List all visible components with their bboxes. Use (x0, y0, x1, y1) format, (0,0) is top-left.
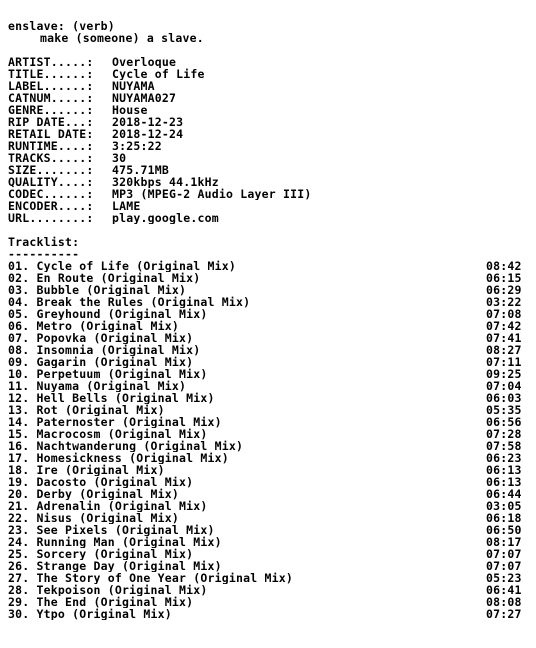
info-value: 475.71MB (112, 164, 169, 176)
track-title: Nuyama (Original Mix) (36, 380, 187, 392)
info-key: LABEL......: (8, 80, 94, 92)
track-title: See Pixels (Original Mix) (36, 524, 215, 536)
spacer (8, 224, 528, 236)
track-row (8, 452, 528, 464)
track-duration: 06:15 (486, 272, 522, 284)
track-number: 28. (8, 584, 30, 596)
tracklist (8, 260, 528, 620)
tracklist-rule: ---------- (8, 248, 80, 260)
track-number: 02. (8, 272, 30, 284)
track-duration: 06:44 (486, 488, 522, 500)
track-row (8, 368, 528, 380)
info-row (8, 128, 528, 140)
info-value: Overloque (112, 56, 177, 68)
track-number: 29. (8, 596, 30, 608)
info-key: CATNUM.....: (8, 92, 94, 104)
track-row (8, 500, 528, 512)
info-row (8, 152, 528, 164)
info-value: House (112, 104, 148, 116)
track-number: 09. (8, 356, 30, 368)
track-number: 16. (8, 440, 30, 452)
track-row (8, 608, 528, 620)
track-duration: 06:13 (486, 476, 522, 488)
track-row (8, 272, 528, 284)
track-title: En Route (Original Mix) (36, 272, 201, 284)
track-row (8, 296, 528, 308)
track-title: Gagarin (Original Mix) (36, 356, 194, 368)
track-duration: 05:23 (486, 572, 522, 584)
track-title: Greyhound (Original Mix) (36, 308, 208, 320)
track-number: 30. (8, 608, 30, 620)
track-row (8, 548, 528, 560)
track-row (8, 308, 528, 320)
track-number: 07. (8, 332, 30, 344)
track-number: 08. (8, 344, 30, 356)
info-key: ARTIST.....: (8, 56, 94, 68)
info-key: TRACKS.....: (8, 152, 94, 164)
release-info (8, 56, 528, 224)
info-key: RIP DATE...: (8, 116, 94, 128)
track-number: 20. (8, 488, 30, 500)
track-row (8, 428, 528, 440)
track-duration: 07:27 (486, 608, 522, 620)
info-key: TITLE......: (8, 68, 94, 80)
track-duration: 07:58 (486, 440, 522, 452)
track-row (8, 596, 528, 608)
track-row (8, 416, 528, 428)
track-title: The Story of One Year (Original Mix) (36, 572, 293, 584)
track-title: Strange Day (Original Mix) (36, 560, 222, 572)
track-title: Macrocosm (Original Mix) (36, 428, 208, 440)
info-row (8, 164, 528, 176)
track-row (8, 476, 528, 488)
track-title: Bubble (Original Mix) (36, 284, 187, 296)
info-value: 3:25:22 (112, 140, 162, 152)
track-title: Derby (Original Mix) (36, 488, 179, 500)
track-duration: 08:27 (486, 344, 522, 356)
track-number: 03. (8, 284, 30, 296)
track-title: Nisus (Original Mix) (36, 512, 179, 524)
track-duration: 07:42 (486, 320, 522, 332)
tracklist-heading: Tracklist: (8, 236, 80, 248)
track-row (8, 356, 528, 368)
info-key: GENRE......: (8, 104, 94, 116)
info-value: Cycle of Life (112, 68, 205, 80)
track-duration: 08:42 (486, 260, 522, 272)
info-value: NUYAMA027 (112, 92, 177, 104)
track-duration: 03:22 (486, 296, 522, 308)
track-number: 14. (8, 416, 30, 428)
info-row (8, 188, 528, 200)
track-title: Break the Rules (Original Mix) (36, 296, 251, 308)
track-title: Insomnia (Original Mix) (36, 344, 201, 356)
info-row (8, 116, 528, 128)
track-number: 11. (8, 380, 30, 392)
track-row (8, 440, 528, 452)
track-duration: 09:25 (486, 368, 522, 380)
spacer (8, 44, 528, 56)
track-number: 06. (8, 320, 30, 332)
info-row (8, 68, 528, 80)
track-duration: 07:08 (486, 308, 522, 320)
track-row (8, 464, 528, 476)
track-duration: 07:28 (486, 428, 522, 440)
track-title: Rot (Original Mix) (36, 404, 165, 416)
info-row (8, 56, 528, 68)
track-title: Sorcery (Original Mix) (36, 548, 194, 560)
track-row (8, 584, 528, 596)
track-duration: 06:41 (486, 584, 522, 596)
track-row (8, 524, 528, 536)
info-row (8, 92, 528, 104)
info-row (8, 212, 528, 224)
track-title: Tekpoison (Original Mix) (36, 584, 208, 596)
track-number: 23. (8, 524, 30, 536)
track-number: 17. (8, 452, 30, 464)
track-row (8, 404, 528, 416)
track-duration: 08:17 (486, 536, 522, 548)
track-title: Dacosto (Original Mix) (36, 476, 194, 488)
track-title: Adrenalin (Original Mix) (36, 500, 208, 512)
info-value: 320kbps 44.1kHz (112, 176, 219, 188)
track-row (8, 572, 528, 584)
track-number: 24. (8, 536, 30, 548)
track-title: Perpetuum (Original Mix) (36, 368, 208, 380)
track-number: 04. (8, 296, 30, 308)
track-row (8, 536, 528, 548)
track-row (8, 260, 528, 272)
info-row (8, 176, 528, 188)
track-title: Hell Bells (Original Mix) (36, 392, 215, 404)
track-duration: 07:04 (486, 380, 522, 392)
track-row (8, 392, 528, 404)
info-value: LAME (112, 200, 141, 212)
info-key: SIZE.......: (8, 164, 94, 176)
track-title: Cycle of Life (Original Mix) (36, 260, 236, 272)
track-row (8, 488, 528, 500)
nfo-document (8, 20, 528, 620)
info-value: NUYAMA (112, 80, 155, 92)
track-title: Ytpo (Original Mix) (36, 608, 172, 620)
info-value: 2018-12-24 (112, 128, 184, 140)
track-duration: 06:18 (486, 512, 522, 524)
track-duration: 07:41 (486, 332, 522, 344)
track-title: The End (Original Mix) (36, 596, 194, 608)
track-number: 25. (8, 548, 30, 560)
track-duration: 07:11 (486, 356, 522, 368)
definition-body: make (someone) a slave. (40, 32, 204, 44)
track-row (8, 344, 528, 356)
info-key: RETAIL DATE: (8, 128, 94, 140)
track-number: 21. (8, 500, 30, 512)
info-value: 2018-12-23 (112, 116, 184, 128)
track-duration: 07:07 (486, 560, 522, 572)
info-key: RUNTIME....: (8, 140, 94, 152)
track-duration: 06:29 (486, 284, 522, 296)
info-key: ENCODER....: (8, 200, 94, 212)
info-row (8, 80, 528, 92)
track-duration: 06:03 (486, 392, 522, 404)
track-row (8, 320, 528, 332)
track-number: 15. (8, 428, 30, 440)
track-title: Running Man (Original Mix) (36, 536, 222, 548)
track-number: 27. (8, 572, 30, 584)
track-number: 19. (8, 476, 30, 488)
track-row (8, 512, 528, 524)
track-duration: 06:23 (486, 452, 522, 464)
track-number: 18. (8, 464, 30, 476)
track-duration: 06:13 (486, 464, 522, 476)
info-row (8, 200, 528, 212)
info-key: QUALITY....: (8, 176, 94, 188)
track-title: Popovka (Original Mix) (36, 332, 194, 344)
info-row (8, 104, 528, 116)
track-title: Paternoster (Original Mix) (36, 416, 222, 428)
track-row (8, 284, 528, 296)
track-title: Nachtwanderung (Original Mix) (36, 440, 244, 452)
track-number: 22. (8, 512, 30, 524)
track-number: 05. (8, 308, 30, 320)
info-value: 30 (112, 152, 127, 164)
track-row (8, 332, 528, 344)
track-duration: 07:07 (486, 548, 522, 560)
track-row (8, 560, 528, 572)
track-row (8, 380, 528, 392)
definition-head: enslave: (verb) (8, 20, 115, 32)
track-duration: 06:50 (486, 524, 522, 536)
track-number: 01. (8, 260, 30, 272)
info-key: CODEC......: (8, 188, 94, 200)
track-title: Metro (Original Mix) (36, 320, 179, 332)
track-number: 10. (8, 368, 30, 380)
info-row (8, 140, 528, 152)
track-title: Homesickness (Original Mix) (36, 452, 229, 464)
info-value: play.google.com (112, 212, 219, 224)
track-title: Ire (Original Mix) (36, 464, 165, 476)
track-number: 12. (8, 392, 30, 404)
info-key: URL........: (8, 212, 94, 224)
track-duration: 05:35 (486, 404, 522, 416)
track-number: 13. (8, 404, 30, 416)
track-duration: 03:05 (486, 500, 522, 512)
track-duration: 08:08 (486, 596, 522, 608)
track-duration: 06:56 (486, 416, 522, 428)
info-value: MP3 (MPEG-2 Audio Layer III) (112, 188, 312, 200)
track-number: 26. (8, 560, 30, 572)
